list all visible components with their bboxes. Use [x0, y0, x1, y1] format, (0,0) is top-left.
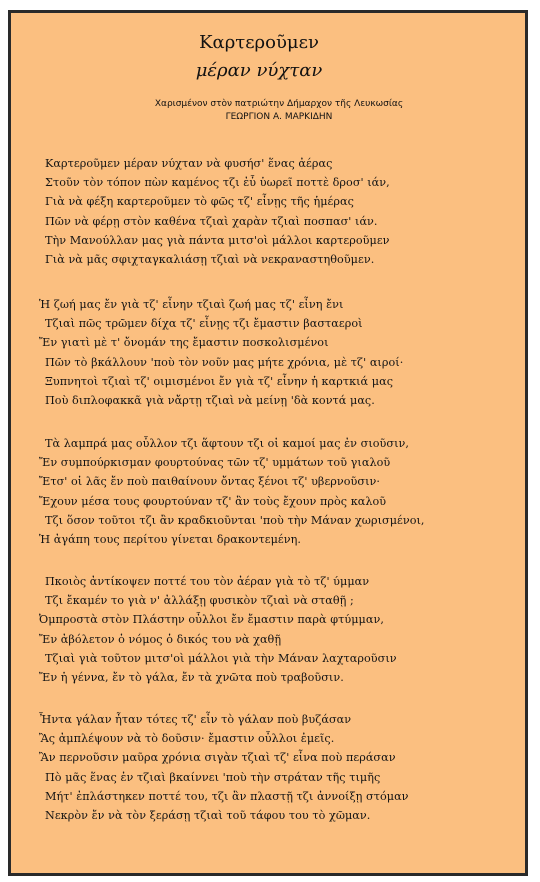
poem-line: Γιὰ νὰ φέξη καρτεροῦμεν τὸ φῶς τζ' εἶνῃς τῆς ἡμέρας: [45, 195, 354, 209]
poem-line: Μήτ' ἐπλάστηκεν ποττέ του, τζι ἂν πλαστῇ τζι ἀννοίξῃ στόμαν: [45, 789, 409, 803]
poem-line: Τὰ λαμπρά μας οὖλλον τζι ἅφτουν τζι οἱ καμοί μας ἐν σιοῦσιν,: [45, 437, 409, 450]
poem-line: Ἔχουν μέσα τους φουρτούναν τζ' ἂν τοὺς ἔχουν πρὸς καλοῦ: [39, 494, 387, 508]
dedication-line-2: ΓΕΩΡΓΙΟΝ Α. ΜΑΡΚΙΔΗΝ: [225, 112, 333, 122]
poem-line: Πὸ μᾶς ἕνας ἐν τζιαὶ βκαίννει 'ποὺ τὴν στράταν τῆς τιμῆς: [45, 770, 381, 784]
poem-title-line-2: μέραν νύχταν: [195, 60, 323, 81]
poem-title-line-1: Καρτεροῦμεν: [199, 32, 319, 53]
poem-line: Ἔν ἡ γέννα, ἔν τὸ γάλα, ἔν τὰ χνῶτα ποὺ τραβοῦσιν.: [39, 671, 344, 684]
poem-line: Ξυπνητοὶ τζιαὶ τζ' οιμισμένοι ἔν γιὰ τζ' εἶνην ἡ καρτκιά μας: [45, 374, 394, 388]
poem-line: Ἂν περνοῦσιν μαῦρα χρόνια σιγὰν τζιαὶ τζ' εἶνα ποὺ περάσαν: [39, 751, 396, 765]
poem-line: Ἔν ἀβόλετον ὁ νόμος ὁ δικός του νὰ χαθῇ: [39, 632, 282, 646]
dedication-line-1: Χαρισμένον στὸν πατριώτην Δήμαρχον τῆς Λευκωσίας: [154, 99, 404, 109]
poem-page: [8, 10, 528, 876]
poem-line: Ἔν συμπούρκισμαν φουρτούνας τῶν τζ' υμμάτων τοῦ γιαλοῦ: [39, 456, 391, 470]
poem-line: Ἡ ζωή μας ἔν γιὰ τζ' εἶνην τζιαὶ ζωή μας τζ' εἶνη ἔνι: [39, 298, 344, 311]
poem-line: Τζι ὅσον τοῦτοι τζι ἂν κραδκιοῦνται 'ποὺ τὴν Μάναν χωρισμένοι,: [45, 513, 425, 527]
poem-line: Πῶν νὰ φέρῃ στὸν καθένα τζιαὶ χαρὰν τζιαὶ ποσπασ' ιάν.: [45, 214, 378, 228]
poem-line: Γιὰ νὰ μᾶς σφιχταγκαλιάσῃ τζιαὶ νὰ νεκραναστηθοῦμεν.: [45, 253, 375, 266]
poem-line: Τζιαὶ πῶς τρῶμεν δίχα τζ' εἶνῃς τζι ἔμαστιν βασταεροὶ: [45, 317, 363, 331]
poem-line: Τζιαὶ γιὰ τοῦτον μιτσ'οὶ μάλλοι γιὰ τὴν Μάναν λαχταροῦσιν: [45, 651, 397, 665]
poem-line: Πῶν τὸ βκάλλουν 'ποὺ τὸν νοῦν μας μήτε χρόνια, μὲ τζ' αιροί·: [45, 355, 404, 369]
poem-line: Ὀμπροστὰ στὸν Πλάστην οὖλλοι ἔν ἔμαστιν παρὰ φτύμμαν,: [39, 613, 384, 627]
poem-line: Ἂς ἀμπλέψουν νὰ τὸ δοῦσιν· ἔμαστιν οὖλλοι ἐμεῖς.: [39, 732, 335, 746]
poem-line: Καρτεροῦμεν μέραν νύχταν νὰ φυσήσ' ἕνας ἀέρας: [45, 157, 333, 170]
poem-line: Πκοιὸς ἀντίκοψεν ποττέ του τὸν ἀέραν γιὰ τὸ τζ' ύμμαν: [45, 575, 370, 588]
poem-body: [11, 13, 531, 879]
poem-line: Ποὺ διπλοφακκᾶ γιὰ νἄρτῃ τζιαὶ νὰ μείνῃ 'δὰ κοντά μας.: [45, 394, 375, 407]
poem-line: Τὴν Μανούλλαν μας γιὰ πάντα μιτσ'οὶ μάλλοι καρτεροῦμεν: [45, 233, 390, 247]
poem-line: Τζι ἔκαμέν το γιὰ ν' ἀλλάξῃ φυσικὸν τζιαὶ νὰ σταθῇ ;: [45, 594, 354, 608]
poem-line: Στοῦν τὸν τόπον πὼν καμένος τζι ἐὖ ὑωρεῖ ποττὲ δροσ' ιάν,: [45, 176, 390, 190]
poem-line: Ἡ ἀγάπη τους περίτου γίνεται δρακοντεμένη.: [39, 533, 301, 546]
poem-line: Ἔτσ' οἱ λᾶς ἔν ποὺ παιθαίνουν ὄντας ξένοι τζ' υβερνοῦσιν·: [39, 475, 380, 489]
poem-line: Ἦντα γάλαν ἦταν τότες τζ' εἶν τὸ γάλαν ποὺ βυζάσαν: [39, 713, 352, 726]
poem-line: Νεκρὸν ἔν νὰ τὸν ξεράσῃ τζιαὶ τοῦ τάφου του τὸ χῶμαν.: [45, 809, 371, 822]
poem-line: Ἔν γιατὶ μὲ τ' ὄνομάν της ἔμαστιν ποσκολισμένοι: [39, 336, 329, 350]
